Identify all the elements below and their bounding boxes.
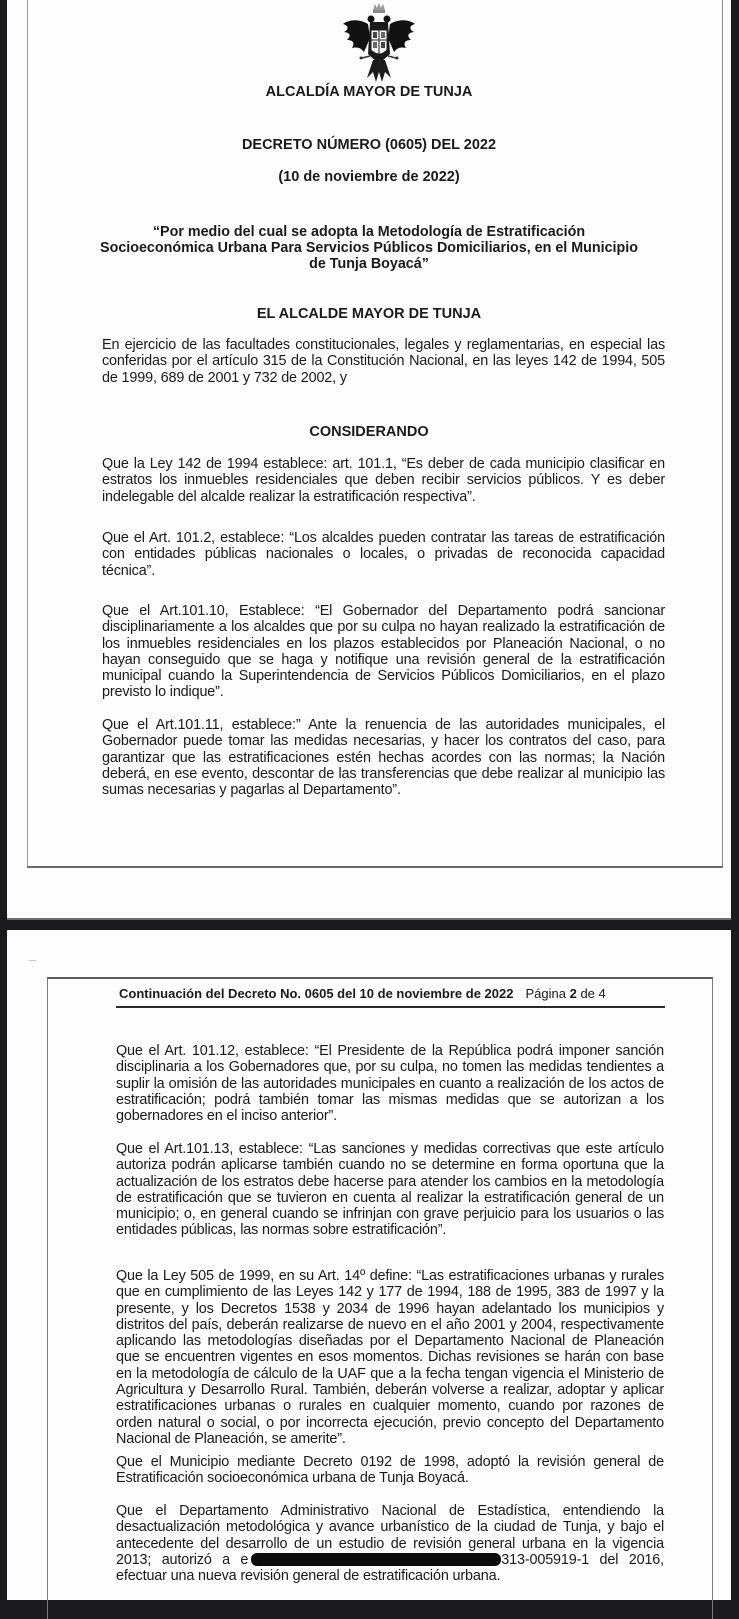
paragraph-text: Que el Art.101.11, establece:” Ante la renuencia de las autoridades municipales, el Gobernador puede tomar las medidas necesarias, y hacer los contratos del caso, para garantizar que las estratificaciones estén hechas acordes con las normas; la Nación deberá, en ese evento, descontar de las transferencias que debe realizar al municipio las sumas necesarias y pagarlas al Departamento”.: [102, 717, 665, 799]
page-word: Página: [525, 986, 566, 1001]
continuation-header-title: Continuación del Decreto No. 0605 del 10 de noviembre de 2022: [119, 986, 514, 1001]
page-number-label: [525, 986, 605, 1001]
page2-paragraph-1: [116, 1043, 664, 1124]
considerando-paragraph-3: [102, 603, 665, 701]
decree-number-title: DECRETO NÚMERO (0605) DEL 2022: [241, 137, 497, 153]
paragraph-text: Que la Ley 505 de 1999, en su Art. 14º define: “Las estratificaciones urbanas y rurales que en cumplimiento de las Leyes 142 y 177 de 1994, 188 de 1995, 383 de 1997 y la presente, y los Decretos 1538 y 2034 de 1996 hayan adelantado los municipios y distritos del país, deberán realizarse de nuevo en el año 2001 y 2004, respectivamente aplicando las metodologías diseñadas por el Departamento Nacional de Planeación que se encuentren vigentes en esos momentos. Dichas revisiones se harán con base en la metodología de cálculo de la UAF que a la fecha tengan vigencia el Ministerio de Agricultura y Desarrollo Rural. También, deberán volverse a realizar, adoptar y aplicar estratificaciones urbanas o rurales en cualquier momento, cuando por razones de orden natural o social, o por incorrecta ejecución, previo concepto del Departamento Nacional de Planeación, se amerite”.: [116, 1268, 664, 1447]
decree-subject-line-2: Socioeconómica Urbana Para Servicios Públicos Domiciliarios, en el Municipio: [100, 240, 638, 256]
considerando-paragraph-4: [102, 717, 665, 798]
text-after-redaction: 313-005919-1 del 2016, efectuar una nueva revisión general de estratificación urbana.: [116, 1551, 665, 1585]
preamble-paragraph: [102, 337, 665, 386]
considerando-heading: CONSIDERANDO: [309, 424, 429, 440]
paragraph-text: [116, 1503, 664, 1584]
decree-subject-line-3: de Tunja Boyacá”: [309, 256, 429, 272]
issuer-heading: ALCALDÍA MAYOR DE TUNJA: [265, 84, 473, 100]
paragraph-text: Que el Art. 101.12, establece: “El Presidente de la República podrá imponer sanción disciplinaria a los Gobernadores que, por su culpa, no tomen las medidas tendientes a suplir la omisión de las autoridades municipales en cuanto a realización de los actos de estratificación; podrá también tomar las mismas medidas que se autorizan a los gobernadores en el inciso anterior”.: [116, 1043, 664, 1125]
coat-of-arms-icon: [340, 2, 418, 84]
considerando-paragraph-1: [102, 456, 665, 505]
decree-subject-line-1: “Por medio del cual se adopta la Metodología de Estratificación: [152, 224, 586, 240]
paragraph-text: Que el Municipio mediante Decreto 0192 de 1998, adoptó la revisión general de Estratificación socioeconómica urbana de Tunja Boyacá.: [116, 1454, 664, 1487]
redaction-bar: [251, 1553, 501, 1566]
page2-paragraph-4: [116, 1454, 664, 1487]
document-page-1: [7, 0, 731, 920]
considerando-paragraph-2: [102, 530, 665, 579]
preamble-text: En ejercicio de las facultades constitucionales, legales y reglamentarias, en especial las conferidas por el artículo 315 de la Constitución Nacional, en las leyes 142 de 1994, 505 de 1999, 689 de 2001 y 732 de 2002, y: [102, 337, 665, 386]
paragraph-text: Que el Art.101.13, establece: “Las sanciones y medidas correctivas que este artículo autoriza podrán aplicarse también cuando no se determine en forma oportuna que la actualización de los estratos debe hacerse para atender los cambios en la metodología de estratificación que se tuvieron en cuenta al realizar la estratificación general de un municipio; o, en general cuando se infrinjan con grave perjuicio para los usuarios o las entidades públicas, las normas sobre estratificación”.: [116, 1141, 664, 1239]
paragraph-text: Que la Ley 142 de 1994 establece: art. 101.1, “Es deber de cada municipio clasificar en estratos los inmuebles residenciales que deben recibir servicios públicos. Y es deber indelegable del alcalde realizar la estratificación respectiva”.: [102, 456, 665, 505]
page-total: de 4: [580, 986, 606, 1001]
decree-date: (10 de noviembre de 2022): [278, 169, 460, 185]
scan-mark: ⁀: [29, 960, 37, 970]
paragraph-text: Que el Art. 101.2, establece: “Los alcaldes pueden contratar las tareas de estratificación con entidades públicas nacionales o locales, o privadas de reconocida capacidad técnica”.: [102, 530, 665, 579]
page-current-number: 2: [569, 986, 577, 1001]
continuation-header: [119, 986, 664, 1001]
page2-paragraph-3: [116, 1268, 664, 1447]
document-page-2: [7, 930, 731, 1600]
page2-paragraph-5: [116, 1503, 664, 1584]
paragraph-text: Que el Art.101.10, Establece: “El Gobernador del Departamento podrá sancionar disciplinariamente a los alcaldes que por su culpa no hayan realizado la estratificación de los inmuebles residenciales en los plazos establecidos por Planeación Nacional, o no hayan conseguido que se haga y notifique una revisión general de la estratificación municipal cuando la Superintendencia de Servicios Públicos Domiciliarios, en el plazo previsto lo indique”.: [102, 603, 665, 701]
text-before-redaction: Que el Departamento Administrativo Nacional de Estadística, entendiendo la desactualización metodológica y avance urbanístico de la ciudad de Tunja, y bajo el antecedente del desarrollo de un estudio de revisión general urbana en la vigencia 2013; autorizó a e: [116, 1503, 664, 1568]
page2-paragraph-2: [116, 1141, 664, 1239]
authority-heading: EL ALCALDE MAYOR DE TUNJA: [256, 306, 482, 322]
header-divider: [116, 1006, 665, 1008]
